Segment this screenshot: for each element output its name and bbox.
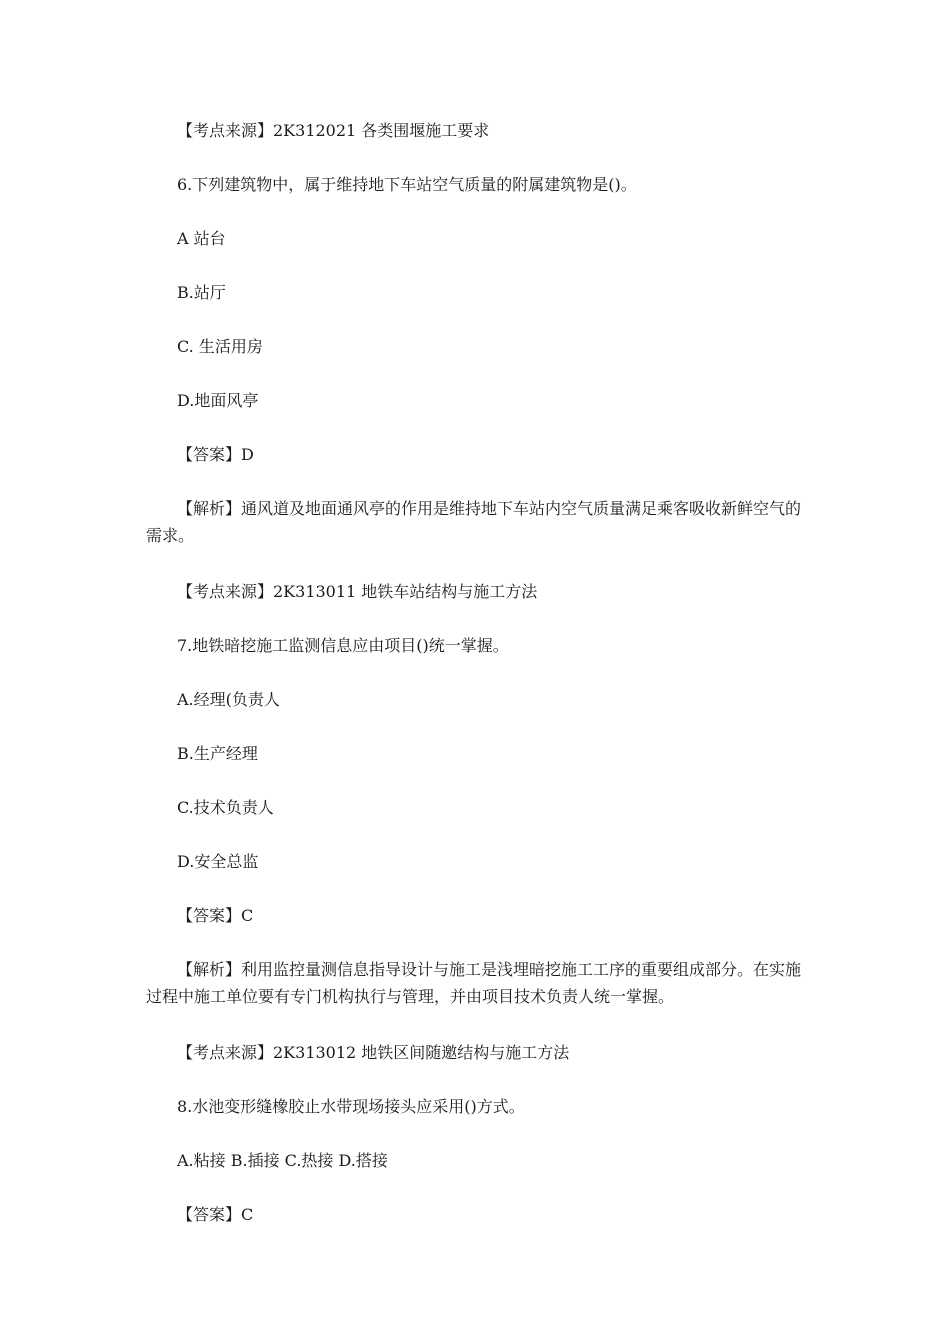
q7-explanation xyxy=(146,956,810,1010)
source-note-q7: 【考点来源】2K313012 地铁区间随邀结构与施工方法 xyxy=(177,1043,570,1062)
q7-option-b: B.生产经理 xyxy=(177,744,258,763)
q7-answer: 【答案】C xyxy=(177,906,254,925)
q8-options: A.粘接 B.插接 C.热接 D.搭接 xyxy=(177,1151,388,1170)
q6-explanation xyxy=(146,495,810,549)
q7-option-a: A.经理(负责人 xyxy=(177,690,280,709)
q6-option-b: B.站厅 xyxy=(177,283,226,302)
q8-answer: 【答案】C xyxy=(177,1205,254,1224)
q6-answer: 【答案】D xyxy=(177,445,254,464)
q7-option-d: D.安全总监 xyxy=(177,852,259,871)
q6-explanation-text: 【解析】通风道及地面通风亭的作用是维持地下车站内空气质量满足乘客吸收新鲜空气的需求。 xyxy=(146,499,802,545)
question-6: 6.下列建筑物中，属于维持地下车站空气质量的附属建筑物是()。 xyxy=(177,175,637,194)
q6-option-d: D.地面风亭 xyxy=(177,391,259,410)
q7-explanation-text: 【解析】利用监控量测信息指导设计与施工是浅埋暗挖施工工序的重要组成部分。在实施过程中施工单位要有专门机构执行与管理，并由项目技术负责人统一掌握。 xyxy=(146,960,802,1006)
source-note-q6: 【考点来源】2K313011 地铁车站结构与施工方法 xyxy=(177,582,538,601)
source-note-q5: 【考点来源】2K312021 各类围堰施工要求 xyxy=(177,121,490,140)
q7-option-c: C.技术负责人 xyxy=(177,798,274,817)
q6-option-c: C. 生活用房 xyxy=(177,337,263,356)
question-8: 8.水池变形缝橡胶止水带现场接头应采用()方式。 xyxy=(177,1097,525,1116)
question-7: 7.地铁暗挖施工监测信息应由项目()统一掌握。 xyxy=(177,636,509,655)
q6-option-a: A 站台 xyxy=(177,229,226,248)
